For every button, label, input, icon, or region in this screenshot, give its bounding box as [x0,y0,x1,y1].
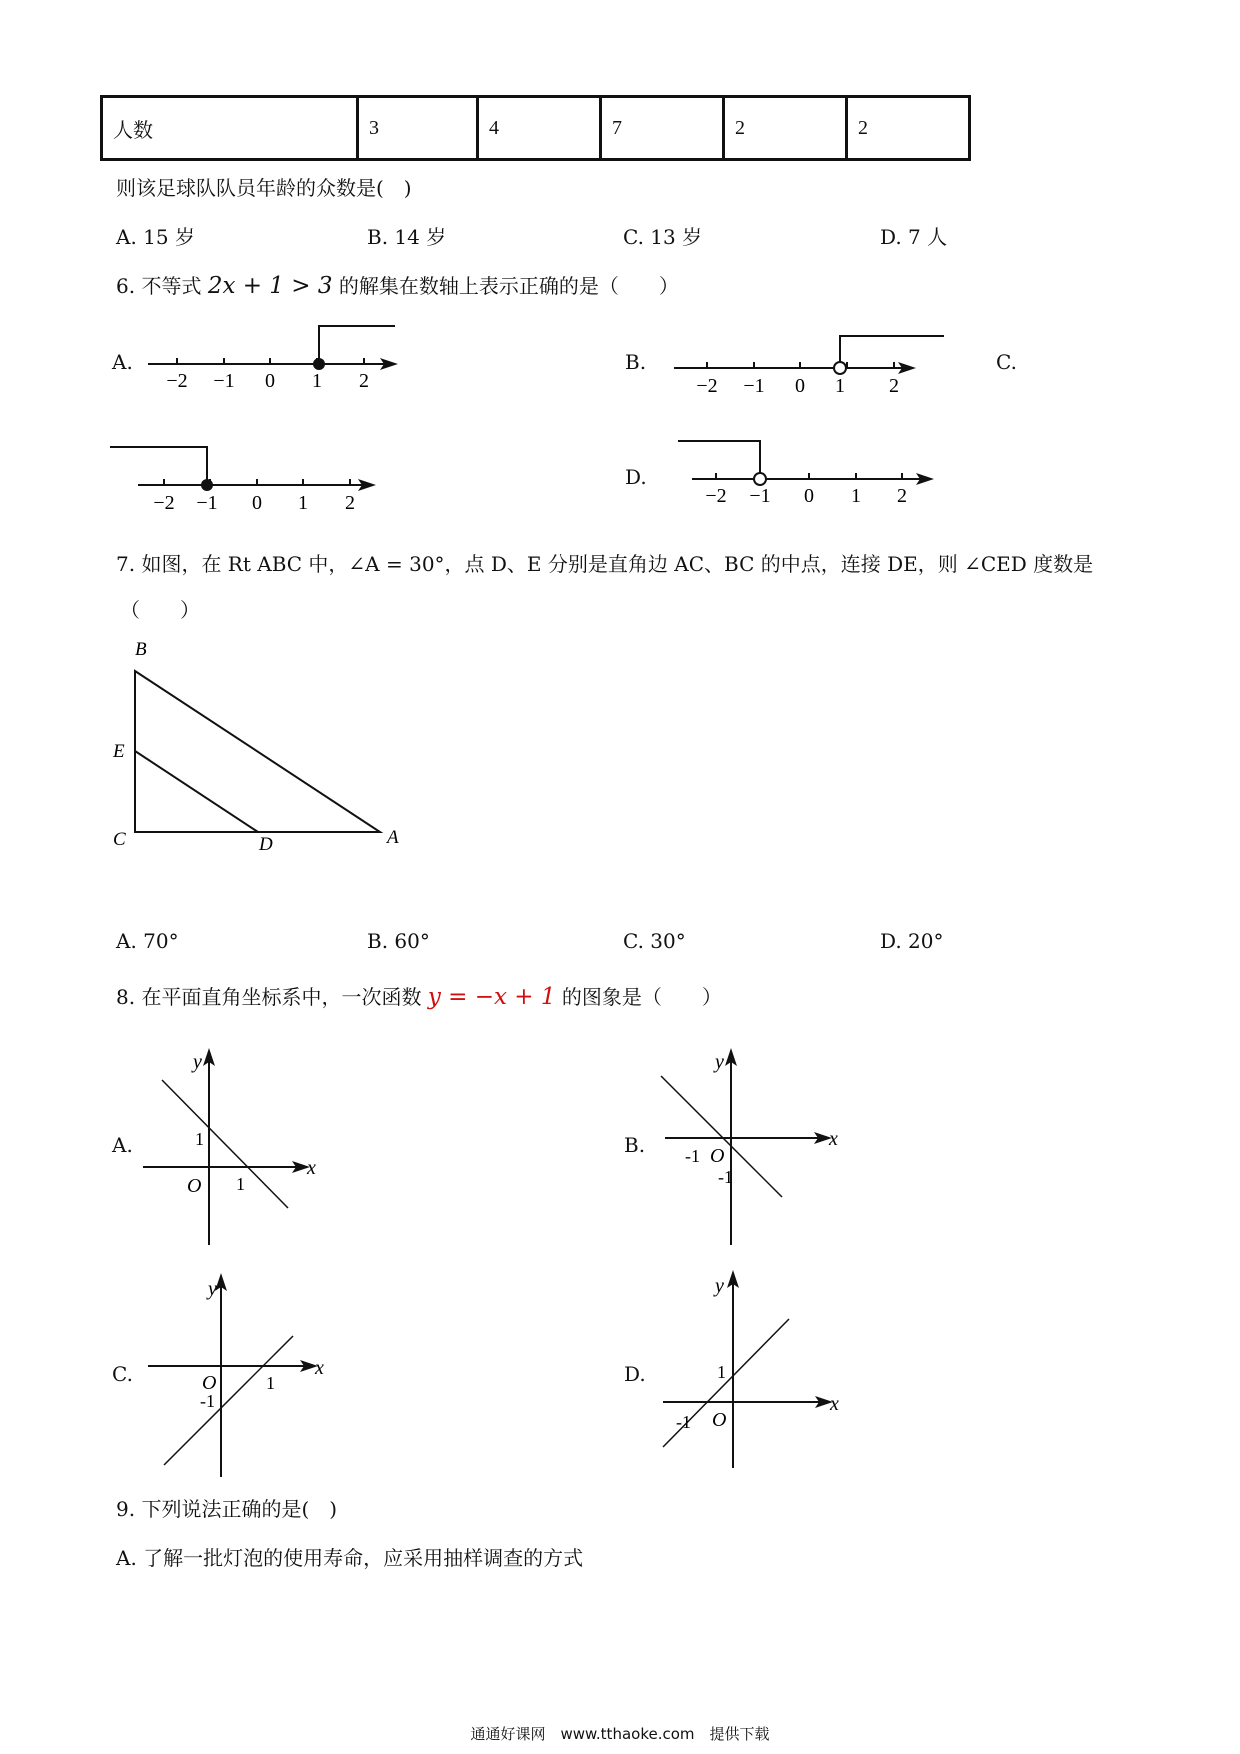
point-b-label: B [135,639,147,660]
y-axis-label: y [193,1051,202,1073]
q8-question [116,985,722,1009]
x-axis-label: x [829,1128,838,1150]
origin-label: O [710,1145,725,1167]
origin-label: O [712,1409,727,1431]
tick-label: −2 [696,375,718,397]
q8-function: y = −x + 1 [427,984,556,1010]
tick-label: 0 [252,492,262,514]
x-axis-label: x [830,1393,839,1415]
graph-a [135,1040,335,1250]
q6-label-b: B. [625,350,647,374]
x-axis-label: x [315,1357,324,1379]
x-intercept-label: -1 [685,1146,700,1166]
q9-option-a: A. 了解一批灯泡的使用寿命，应采用抽样调查的方式 [116,1546,584,1570]
q8-suffix: 的图象是（ ） [561,985,722,1009]
point-e-label: E [113,741,125,762]
y-axis-label: y [715,1051,724,1073]
y-intercept-label: -1 [718,1167,733,1187]
q8-label-c: C. [112,1362,133,1386]
x-axis-label: x [307,1157,316,1179]
tick-label: −1 [196,492,218,514]
q5-option-b: B. 14 岁 [367,225,447,249]
q7-option-b: B. 60° [367,929,430,953]
tick-label: −2 [153,492,175,514]
point-a-label: A [387,827,399,848]
tick-label: −1 [749,485,771,507]
graph-c [138,1265,338,1480]
tick-label: 0 [795,375,805,397]
tick-label: 0 [265,370,275,392]
x-intercept-label: 1 [266,1373,275,1393]
tick-label: 1 [835,375,845,397]
q7-question: 7. 如图，在 Rt ABC 中，∠A = 30°，点 D、E 分别是直角边 AC、BC 的中点，连接 DE，则 ∠CED 度数是 [116,552,1094,576]
q5-option-d: D. 7 人 [880,225,948,249]
triangle-figure [105,635,415,855]
q8-prefix: 8. 在平面直角坐标系中，一次函数 [116,985,422,1009]
q6-suffix: 的解集在数轴上表示正确的是（ ） [338,274,679,298]
point-c-label: C [113,829,126,850]
table-cell: 3 [358,97,478,160]
x-intercept-label: -1 [676,1412,691,1432]
q6-label-a: A. [112,350,133,374]
tick-label: −2 [705,485,727,507]
y-axis-label: y [715,1275,724,1297]
q5-option-a: A. 15 岁 [116,225,195,249]
q5-option-c: C. 13 岁 [623,225,703,249]
point-d-label: D [259,834,273,855]
number-line-a [140,318,410,393]
graph-b [655,1040,855,1250]
q8-label-b: B. [624,1133,646,1157]
tick-label: 1 [298,492,308,514]
tick-label: −2 [166,370,188,392]
tick-label: −1 [743,375,765,397]
q6-inequality: 2x + 1 > 3 [207,273,333,299]
q7-option-d: D. 20° [880,929,944,953]
tick-label: −1 [213,370,235,392]
q6-question [116,274,679,298]
tick-label: 0 [804,485,814,507]
q5-question: 则该足球队队员年龄的众数是( ) [116,176,412,200]
tick-label: 2 [359,370,369,392]
q6-prefix: 6. 不等式 [116,274,202,298]
q7-option-a: A. 70° [116,929,179,953]
age-count-table [100,95,971,161]
q8-label-a: A. [112,1133,133,1157]
y-intercept-label: 1 [717,1362,726,1382]
y-intercept-label: 1 [195,1129,204,1149]
table-cell: 2 [724,97,847,160]
y-axis-label: y [208,1278,217,1300]
origin-label: O [187,1175,202,1197]
x-intercept-label: 1 [236,1174,245,1194]
table-row [102,97,970,160]
number-line-c [110,440,390,515]
q9-question: 9. 下列说法正确的是( ) [116,1497,338,1521]
tick-label: 2 [345,492,355,514]
q7-option-c: C. 30° [623,929,686,953]
graph-d [655,1262,855,1472]
q6-label-c: C. [996,350,1017,374]
q6-label-d: D. [625,465,647,489]
tick-label: 1 [312,370,322,392]
tick-label: 2 [897,485,907,507]
number-line-d [678,436,943,511]
y-intercept-label: -1 [200,1391,215,1411]
tick-label: 1 [851,485,861,507]
table-cell: 2 [847,97,970,160]
table-cell: 7 [601,97,724,160]
table-header-cell: 人数 [102,97,358,160]
tick-label: 2 [889,375,899,397]
table-cell: 4 [478,97,601,160]
origin-label: O [202,1372,217,1394]
q8-label-d: D. [624,1362,646,1386]
page-footer: 通通好课网 www.tthaoke.com 提供下载 [470,1725,770,1743]
q7-paren: （ ） [120,598,200,622]
number-line-b [672,330,957,405]
